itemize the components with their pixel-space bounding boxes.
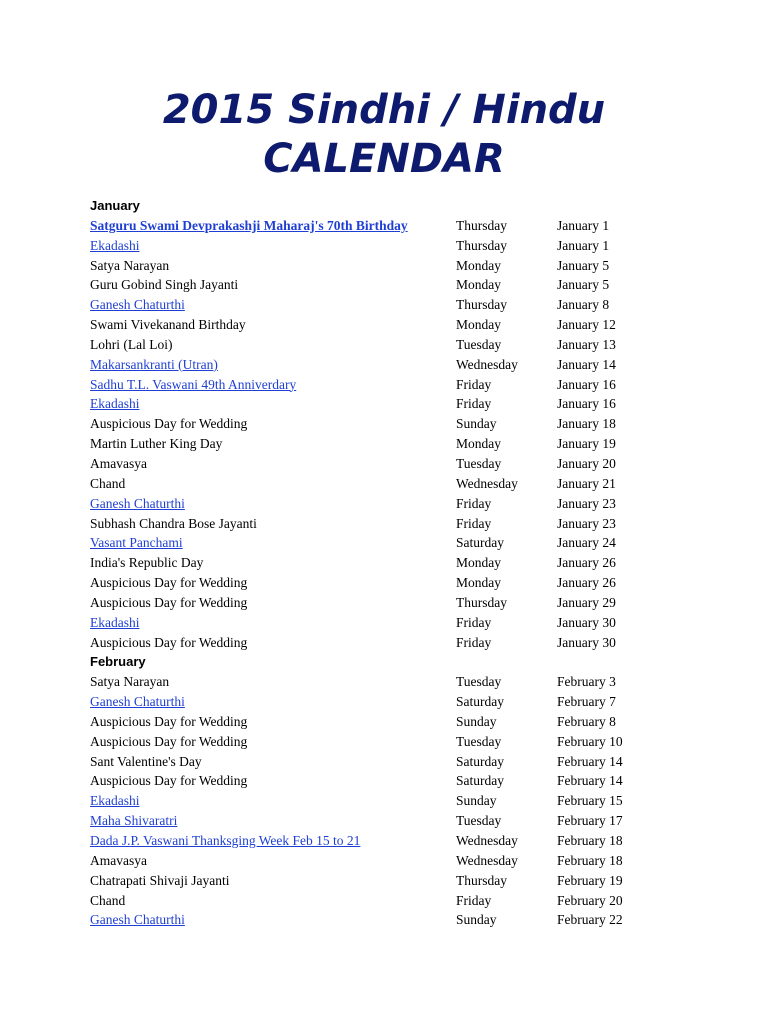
- event-name: Amavasya: [90, 852, 147, 868]
- month-heading-row: [90, 652, 730, 672]
- event-date: January 1: [557, 237, 610, 253]
- event-weekday: Thursday: [456, 217, 507, 233]
- event-date: January 8: [557, 297, 610, 313]
- event-weekday: Tuesday: [456, 674, 502, 690]
- page-title: [0, 86, 768, 184]
- calendar-row: [90, 414, 730, 434]
- event-weekday: Monday: [456, 575, 501, 591]
- event-date: January 20: [557, 455, 616, 471]
- calendar-row: [90, 315, 730, 335]
- event-weekday: Sunday: [456, 416, 497, 432]
- event-weekday: Tuesday: [456, 455, 502, 471]
- calendar-row: [90, 613, 730, 633]
- event-link[interactable]: Ganesh Chaturthi: [90, 495, 185, 511]
- event-weekday: Monday: [456, 277, 501, 293]
- event-name: Chand: [90, 475, 126, 491]
- calendar-row: [90, 394, 730, 414]
- calendar-row: [90, 831, 730, 851]
- calendar-row: [90, 533, 730, 553]
- event-date: February 7: [557, 694, 616, 710]
- event-date: January 24: [557, 535, 616, 551]
- calendar-row: [90, 593, 730, 613]
- calendar-row: [90, 553, 730, 573]
- event-date: February 18: [557, 833, 623, 848]
- event-date: January 13: [557, 336, 616, 352]
- event-link[interactable]: Ekadashi: [90, 237, 140, 253]
- event-weekday: Wednesday: [456, 475, 518, 491]
- event-weekday: Thursday: [456, 237, 507, 253]
- event-name: Satya Narayan: [90, 674, 170, 690]
- event-name: Auspicious Day for Wedding: [90, 773, 248, 789]
- event-link[interactable]: Makarsankranti (Utran): [90, 356, 218, 372]
- event-weekday: Wednesday: [456, 833, 518, 848]
- event-weekday: Monday: [456, 257, 501, 273]
- event-date: January 5: [557, 277, 610, 293]
- calendar-row: [90, 474, 730, 494]
- event-name: Amavasya: [90, 455, 147, 471]
- calendar-row: [90, 454, 730, 474]
- event-weekday: Sunday: [456, 713, 497, 729]
- event-weekday: Wednesday: [456, 852, 518, 868]
- title-line-2: CALENDAR: [263, 136, 505, 182]
- month-heading: February: [90, 654, 146, 670]
- calendar-row: [90, 771, 730, 791]
- event-date: January 16: [557, 376, 616, 392]
- event-name: Martin Luther King Day: [90, 436, 223, 452]
- calendar-row: [90, 851, 730, 871]
- event-name: Auspicious Day for Wedding: [90, 713, 248, 729]
- event-name: Chand: [90, 892, 126, 908]
- calendar-row: [90, 216, 730, 236]
- event-date: February 3: [557, 674, 616, 690]
- event-date: January 18: [557, 416, 616, 432]
- event-link[interactable]: Maha Shivaratri: [90, 813, 178, 829]
- calendar-row: [90, 295, 730, 315]
- event-weekday: Monday: [456, 317, 501, 333]
- event-date: January 19: [557, 436, 616, 452]
- event-date: February 22: [557, 912, 623, 928]
- event-weekday: Monday: [456, 436, 501, 452]
- event-link[interactable]: Ganesh Chaturthi: [90, 912, 185, 928]
- event-name: Lohri (Lal Loi): [90, 336, 173, 352]
- title-line-1: 2015 Sindhi / Hindu: [162, 87, 606, 133]
- calendar-row: [90, 811, 730, 831]
- calendar-row: [90, 692, 730, 712]
- event-name: Auspicious Day for Wedding: [90, 733, 248, 749]
- event-date: January 30: [557, 614, 616, 630]
- event-name: Chatrapati Shivaji Jayanti: [90, 872, 230, 888]
- event-name: Sant Valentine's Day: [90, 753, 202, 769]
- event-date: February 20: [557, 892, 623, 908]
- event-link[interactable]: Ekadashi: [90, 396, 140, 412]
- event-date: January 16: [557, 396, 616, 412]
- calendar-row: [90, 891, 730, 911]
- event-weekday: Friday: [456, 634, 492, 650]
- event-weekday: Friday: [456, 396, 492, 412]
- event-link[interactable]: Ekadashi: [90, 793, 140, 809]
- calendar-row: [90, 514, 730, 534]
- event-weekday: Friday: [456, 515, 492, 531]
- event-date: February 15: [557, 793, 623, 809]
- event-weekday: Thursday: [456, 297, 507, 313]
- event-link[interactable]: Dada J.P. Vaswani Thanksging Week Feb 15 to 21: [90, 833, 361, 848]
- event-weekday: Friday: [456, 892, 492, 908]
- event-date: January 26: [557, 575, 616, 591]
- event-weekday: Friday: [456, 376, 492, 392]
- calendar-row: [90, 494, 730, 514]
- event-name: Auspicious Day for Wedding: [90, 634, 248, 650]
- calendar-row: [90, 732, 730, 752]
- event-date: January 29: [557, 594, 616, 610]
- event-name: Subhash Chandra Bose Jayanti: [90, 515, 257, 531]
- event-weekday: Monday: [456, 555, 501, 571]
- event-date: January 30: [557, 634, 616, 650]
- event-date: February 14: [557, 753, 623, 769]
- event-link[interactable]: Sadhu T.L. Vaswani 49th Anniverdary: [90, 376, 297, 392]
- event-link[interactable]: Vasant Panchami: [90, 535, 183, 551]
- event-name: Guru Gobind Singh Jayanti: [90, 277, 239, 293]
- event-date: January 23: [557, 495, 616, 511]
- event-date: February 17: [557, 813, 623, 829]
- calendar-row: [90, 791, 730, 811]
- event-date: January 1: [557, 217, 610, 233]
- calendar-row: [90, 236, 730, 256]
- calendar-row: [90, 375, 730, 395]
- event-weekday: Saturday: [456, 773, 504, 789]
- event-weekday: Tuesday: [456, 733, 502, 749]
- calendar-row: [90, 633, 730, 653]
- calendar-row: [90, 910, 730, 930]
- event-name: Auspicious Day for Wedding: [90, 416, 248, 432]
- event-link[interactable]: Satguru Swami Devprakashji Maharaj's 70th Birthday: [90, 217, 408, 233]
- event-link[interactable]: Ekadashi: [90, 614, 140, 630]
- event-name: India's Republic Day: [90, 555, 204, 571]
- calendar-row: [90, 256, 730, 276]
- event-weekday: Saturday: [456, 535, 504, 551]
- event-weekday: Sunday: [456, 793, 497, 809]
- month-heading: January: [90, 198, 140, 213]
- calendar-row: [90, 573, 730, 593]
- calendar-row: [90, 434, 730, 454]
- event-date: January 14: [557, 356, 616, 372]
- event-weekday: Friday: [456, 495, 492, 511]
- event-link[interactable]: Ganesh Chaturthi: [90, 297, 185, 313]
- event-date: February 10: [557, 733, 623, 749]
- calendar-row: [90, 355, 730, 375]
- event-weekday: Wednesday: [456, 356, 518, 372]
- event-date: February 14: [557, 773, 623, 789]
- event-weekday: Friday: [456, 614, 492, 630]
- event-weekday: Saturday: [456, 753, 504, 769]
- event-date: February 8: [557, 713, 616, 729]
- calendar-row: [90, 712, 730, 732]
- event-name: Swami Vivekanand Birthday: [90, 317, 246, 333]
- event-date: January 23: [557, 515, 616, 531]
- event-link[interactable]: Ganesh Chaturthi: [90, 694, 185, 710]
- event-name: Auspicious Day for Wedding: [90, 594, 248, 610]
- event-weekday: Tuesday: [456, 336, 502, 352]
- event-weekday: Sunday: [456, 912, 497, 928]
- calendar-row: [90, 672, 730, 692]
- calendar-list: [90, 196, 730, 930]
- event-weekday: Tuesday: [456, 813, 502, 829]
- event-date: January 5: [557, 257, 610, 273]
- event-weekday: Saturday: [456, 694, 504, 710]
- event-weekday: Thursday: [456, 872, 507, 888]
- event-date: January 12: [557, 317, 616, 333]
- event-date: January 21: [557, 475, 616, 491]
- calendar-row: [90, 871, 730, 891]
- month-heading-row: [90, 196, 730, 216]
- event-name: Satya Narayan: [90, 257, 170, 273]
- event-date: February 18: [557, 852, 623, 868]
- calendar-row: [90, 335, 730, 355]
- event-date: February 19: [557, 872, 623, 888]
- event-weekday: Thursday: [456, 594, 507, 610]
- event-date: January 26: [557, 555, 616, 571]
- calendar-row: [90, 752, 730, 772]
- calendar-row: [90, 275, 730, 295]
- event-name: Auspicious Day for Wedding: [90, 575, 248, 591]
